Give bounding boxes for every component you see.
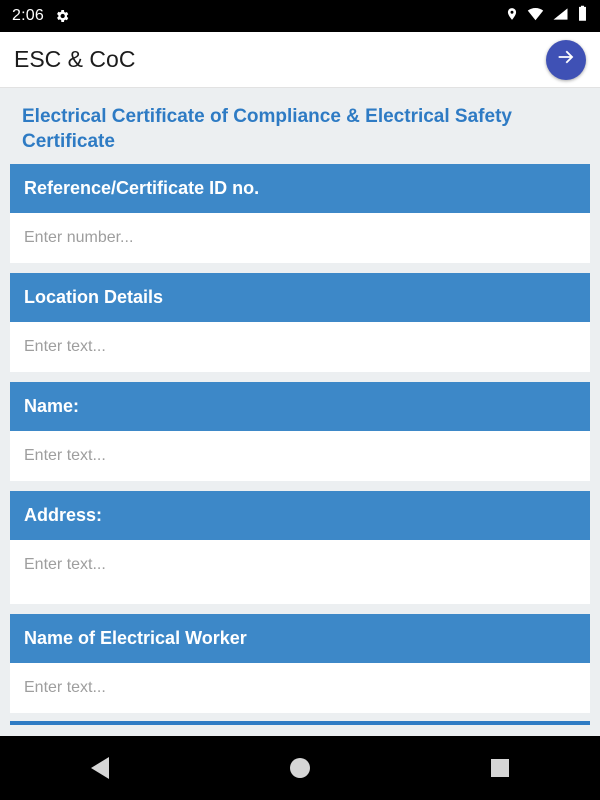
section-label: Location Details xyxy=(10,273,590,322)
battery-icon xyxy=(577,5,588,27)
home-button[interactable] xyxy=(270,736,330,800)
form-section xyxy=(10,614,590,713)
section-label: Address: xyxy=(10,491,590,540)
system-nav-bar xyxy=(0,736,600,800)
section-gap xyxy=(0,372,600,382)
field-wrapper[interactable] xyxy=(10,213,590,263)
recents-square-icon xyxy=(491,759,509,777)
name-input[interactable] xyxy=(24,447,576,465)
home-circle-icon xyxy=(290,758,310,778)
back-triangle-icon xyxy=(91,757,109,779)
section-gap xyxy=(0,263,600,273)
section-gap xyxy=(0,713,600,721)
status-icons xyxy=(505,5,588,27)
field-wrapper[interactable] xyxy=(10,431,590,481)
field-wrapper[interactable] xyxy=(10,540,590,590)
form-heading: Electrical Certificate of Compliance & Electrical Safety Certificate xyxy=(22,106,512,153)
gear-icon xyxy=(54,8,70,24)
section-label: Reference/Certificate ID no. xyxy=(10,164,590,213)
section-gap xyxy=(0,481,600,491)
form-section xyxy=(10,382,590,481)
section-divider xyxy=(10,721,590,725)
form-content[interactable] xyxy=(0,88,600,736)
location-details-input[interactable] xyxy=(24,338,576,356)
page-title: ESC & CoC xyxy=(14,46,136,72)
section-label: Name of Electrical Worker xyxy=(10,614,590,663)
form-section xyxy=(10,491,590,604)
recents-button[interactable] xyxy=(470,736,530,800)
electrical-worker-name-input[interactable] xyxy=(24,679,576,697)
field-filler xyxy=(10,590,590,604)
section-gap xyxy=(0,604,600,614)
section-label: Name: xyxy=(10,382,590,431)
reference-id-input[interactable] xyxy=(24,229,576,247)
back-button[interactable] xyxy=(70,736,130,800)
status-bar xyxy=(0,0,600,32)
next-button[interactable] xyxy=(546,40,586,80)
location-icon xyxy=(505,6,519,27)
status-clock: 2:06 xyxy=(12,7,44,24)
field-wrapper[interactable] xyxy=(10,322,590,372)
arrow-right-icon xyxy=(555,46,577,73)
form-section xyxy=(10,164,590,263)
signal-icon xyxy=(552,7,569,26)
field-wrapper[interactable] xyxy=(10,663,590,713)
address-input[interactable] xyxy=(24,556,576,574)
form-section xyxy=(10,273,590,372)
wifi-icon xyxy=(527,7,544,26)
app-bar xyxy=(0,32,600,88)
